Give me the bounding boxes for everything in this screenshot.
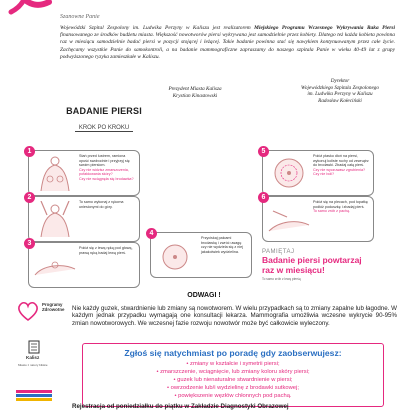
symptom-item: • zmiany w kształcie i symetrii piersi;	[186, 361, 280, 367]
step-text	[201, 236, 247, 254]
symptom-item: • zmarszczenie, wciągnięcie, lub zmiany koloru skóry piersi;	[156, 368, 310, 375]
woman-mirror-illustration	[33, 155, 77, 191]
symptom-list	[83, 361, 383, 401]
step-number: 4	[146, 228, 157, 239]
step-6	[262, 196, 374, 242]
signature-mayor-title: Prezydent Miasta Kalisza	[168, 86, 222, 92]
step-question: Czy nie wyczuwasz zgrubienia?	[313, 167, 366, 172]
kalisz-crest-icon	[28, 340, 40, 354]
woman-lying-pillow-illustration	[267, 201, 311, 237]
signature-director	[290, 78, 390, 104]
step-text	[79, 246, 135, 255]
step-number: 2	[24, 192, 35, 203]
step-4	[150, 232, 252, 278]
step-question: To samo zrób z pachą.	[313, 209, 351, 214]
remember-message: Badanie piersi powtarzaj raz w miesiącu!	[262, 255, 362, 275]
breast-circles-illustration	[267, 155, 311, 191]
flag-stripes-icon	[16, 386, 52, 406]
step-instruction: To samo wykonaj z rękoma uniesionymi do góry.	[79, 200, 124, 209]
step-text	[79, 154, 135, 182]
kalisz-text: Kalisz	[26, 355, 40, 360]
woman-lying-illustration	[33, 247, 77, 283]
kalisz-tagline: Miasto z natury bliskie	[18, 363, 48, 367]
signature-mayor-name: Krystian Kinastowski	[172, 92, 218, 99]
step-number: 6	[258, 192, 269, 203]
heart-stethoscope-icon	[16, 300, 40, 322]
programy-zdrowotne-text: Programy Zdrowotne	[42, 302, 65, 312]
step-instruction: Połóż się z lewą ręką pod głową, prawą ręką badaj lewą pierś.	[79, 246, 133, 255]
info-paragraph: Nie każdy guzek, stwardnienie lub zmiany są nowotworem. W wielu przypadkach są to zmiany zapalne lub łagodne. W każdym jednak przypadku wymagają one konsultacji lekarza. Mammografia umożliwia wczesne wykrycie 90-95% zmian nowotworowych. We wczesnej fazie rozwoju nowotwór może być całkowicie wyleczony.	[72, 305, 397, 327]
remember-label: PAMIĘTAJ	[262, 249, 295, 255]
pink-ribbon-logo	[5, 0, 53, 16]
signature-director-line1: Dyrektor	[330, 78, 350, 84]
urgent-symptoms-box	[82, 343, 384, 407]
kalisz-logo	[16, 340, 66, 370]
odwagi-heading: ODWAGI !	[187, 292, 221, 299]
greeting: Szanowne Panie	[60, 14, 100, 20]
step-question: Czy nie widzisz zmarszczenia, pofałdowania skóry?	[79, 167, 129, 177]
step-number: 1	[24, 146, 35, 157]
step-instruction: Przyciskaj palcami brodawkę i zwróć uwagę czy nie wydziela się z niej jakakolwiek wydzielina.	[201, 236, 244, 254]
nipple-check-illustration	[155, 237, 199, 273]
remember-note: To samo zrób z lewą pierśą	[262, 277, 301, 281]
guide-subtitle: KROK PO KROKU	[75, 125, 133, 132]
step-number: 3	[24, 238, 35, 249]
step-1	[28, 150, 140, 196]
symptom-item: • powiększenie węzłów chłonnych pod pachą.	[174, 392, 292, 399]
guide-heading	[58, 106, 150, 134]
step-3	[28, 242, 140, 288]
symptom-item: • owrzodzenie lub/i wydzielinę z brodawki sutkowej;	[167, 384, 299, 391]
step-question-2: Czy nie wciągnęła się brodawka?	[79, 176, 134, 181]
signature-mayor	[160, 86, 230, 99]
step-text	[79, 200, 135, 209]
symptom-item: • guzek lub nienaturalne stwardnienie w piersi;	[173, 376, 293, 383]
signature-director-line3: im. Ludwika Perzyny w Kaliszu	[307, 91, 373, 97]
step-text	[313, 154, 369, 177]
signature-director-name: Radosław Kołeciński	[318, 97, 362, 104]
step-instruction: Połóż płasko dłoń na piersi, wykonuj koliste ruchy od zewnątrz do brodawki. Zbadaj całą pierś.	[313, 154, 369, 168]
intro-part-1: Wojewódzki Szpital Zespolony im. Ludwika Perzyny w Kaliszu jest realizatorem	[60, 25, 255, 31]
urgent-title: Zgłoś się natychmiast po poradę gdy zaobserwujesz:	[124, 348, 342, 358]
step-instruction: Połóż się na plecach, pod łopatkę podłóż poduszkę i zbadaj pierś.	[313, 200, 368, 209]
intro-paragraph	[60, 25, 395, 61]
registration-footer: Rejestracja od poniedziałku do piątku w Zakładzie Diagnostyki Obrazowej	[72, 403, 289, 410]
step-number: 5	[258, 146, 269, 157]
signature-director-line2: Wojewódzkiego Szpitala Zespolonego	[301, 84, 379, 91]
intro-part-2: finansowanego ze środków budżetu miasta. Większość nowotworów piersi wykrywana jest samodzielnie przez kobiety. Dlatego też każda kobieta powinna raz w miesiącu samodzielnie badać piersi w pozycji stojącej i leżącej. Takie badanie powinna stać się nawykiem kontynuowanym przez całe życie. Zachęcamy wszystkie Panie do samokontroli, a na badanie mammograficzne zapraszamy do naszego szpitala Panie w wieku 40-49 lat z grupy podwyższonego ryzyka zamieszkałe w Kaliszu.	[60, 32, 395, 60]
step-text	[313, 200, 369, 214]
guide-title: BADANIE PIERSI	[66, 106, 142, 116]
woman-arms-raised-illustration	[33, 201, 77, 237]
hospital-logo	[16, 386, 52, 408]
step-2	[28, 196, 140, 242]
programy-zdrowotne-logo	[16, 300, 66, 324]
step-question-2: Czy nie boli?	[313, 172, 335, 177]
step-5	[262, 150, 374, 196]
remember-box	[262, 249, 372, 281]
program-name: Miejskiego Programu Wczesnego Wykrywania Raka Piersi	[254, 25, 395, 31]
step-instruction: Stań przed lustrem, ramiona opuść swobodnie i przyjrzyj się swoim piersiom.	[79, 154, 130, 168]
